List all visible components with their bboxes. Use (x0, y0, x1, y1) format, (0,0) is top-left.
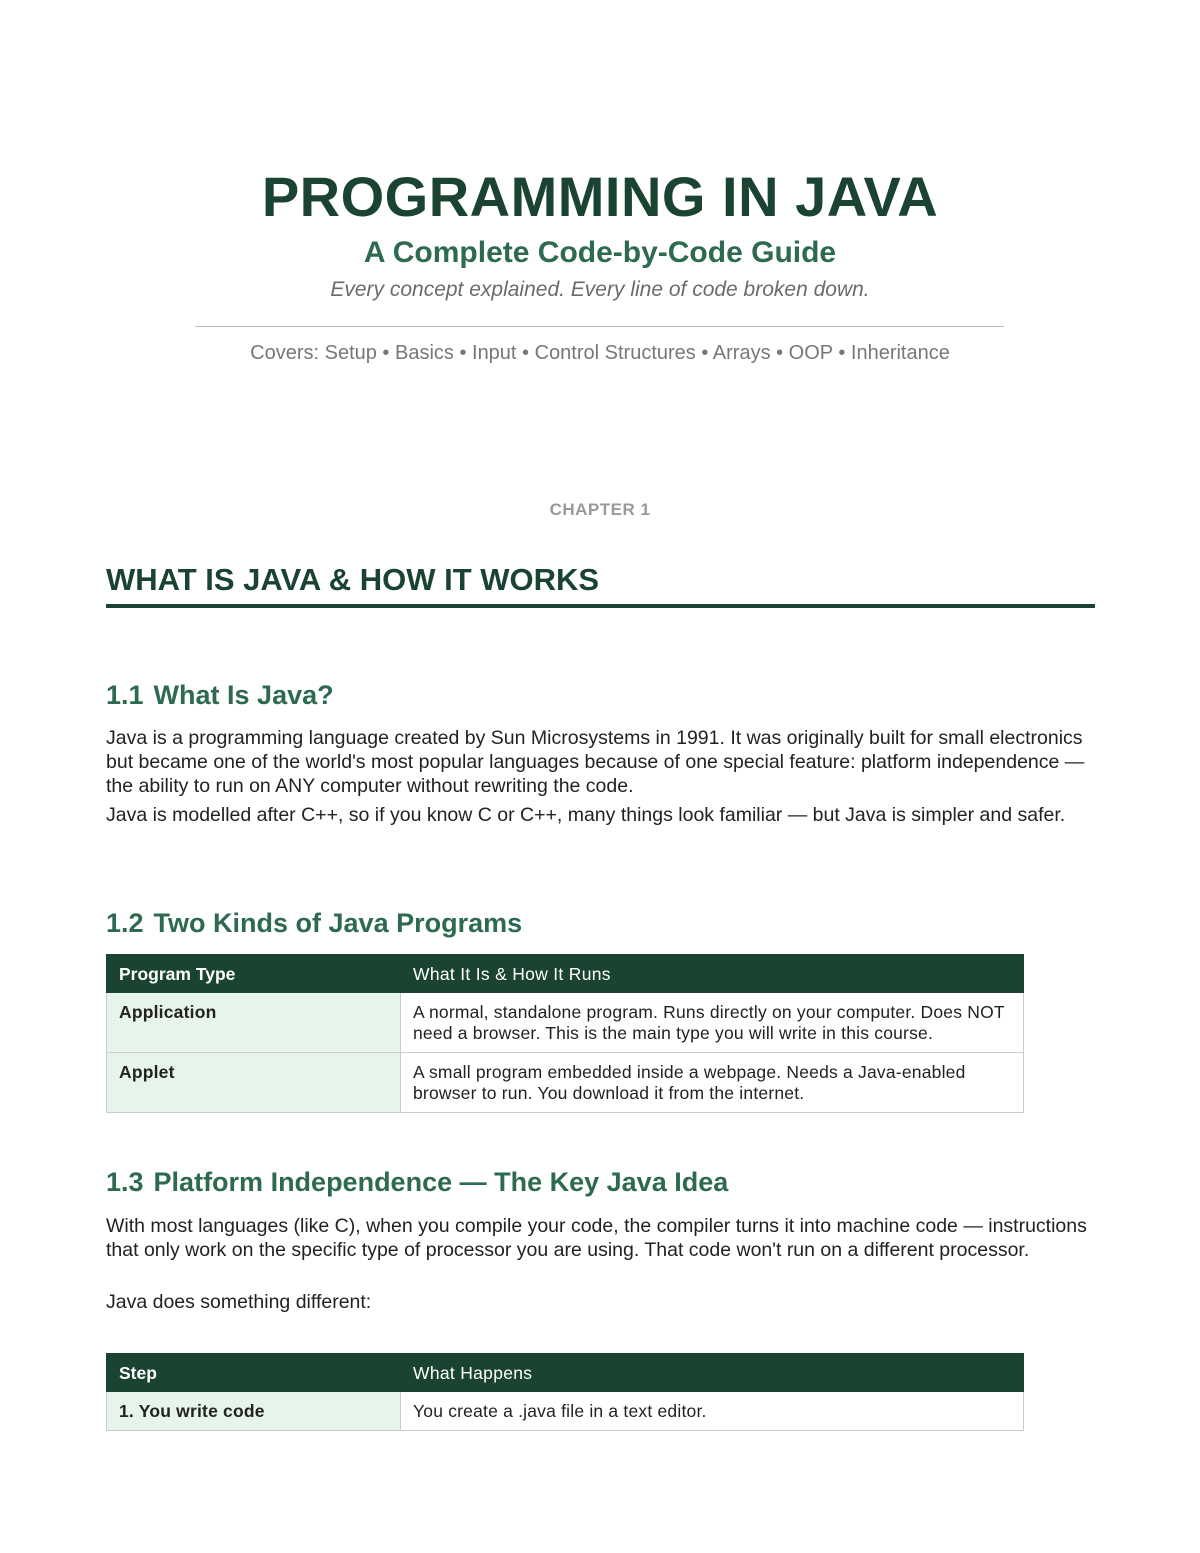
table-cell: Applet (107, 1053, 401, 1113)
section-number: 1.3 (106, 1167, 144, 1197)
chapter-title: WHAT IS JAVA & HOW IT WORKS (106, 562, 600, 597)
document-title: PROGRAMMING IN JAVA (261, 165, 939, 228)
section-heading-1-3 (106, 1167, 728, 1198)
chapter-label: CHAPTER 1 (549, 500, 651, 519)
section-number: 1.2 (106, 908, 144, 938)
paragraph: Java does something different: (106, 1291, 372, 1313)
title-divider (195, 326, 1004, 327)
table-header-cell: What Happens (401, 1354, 1024, 1392)
table-row (107, 1392, 1024, 1431)
table-header-cell: What It Is & How It Runs (401, 955, 1024, 993)
section-number: 1.1 (106, 680, 144, 710)
paragraph: With most languages (like C), when you compile your code, the compiler turns it into machine code — instructions that only work on the specific type of processor you are using. That code won't run on a different processor. (106, 1215, 1087, 1261)
document-tagline: Every concept explained. Every line of code broken down. (330, 278, 870, 301)
table-cell: You create a .java file in a text editor. (401, 1392, 1024, 1431)
document-subtitle: A Complete Code-by-Code Guide (363, 236, 837, 269)
table-row (107, 1053, 1024, 1113)
table-header-cell: Program Type (107, 955, 401, 993)
section-title: Platform Independence — The Key Java Idea (153, 1167, 729, 1197)
table-cell: A small program embedded inside a webpage. Needs a Java-enabled browser to run. You download it from the internet. (401, 1053, 1024, 1113)
paragraph: Java is a programming language created by Sun Microsystems in 1991. It was originally built for small electronics but became one of the world's most popular languages because of one special feature: platform independence — the ability to run on ANY computer without rewriting the code. (106, 727, 1085, 797)
table-cell: Application (107, 993, 401, 1053)
table-cell: 1. You write code (107, 1392, 401, 1431)
section-title: What Is Java? (153, 680, 334, 710)
section-title: Two Kinds of Java Programs (153, 908, 523, 938)
table-row (107, 993, 1024, 1053)
compile-steps-table (106, 1353, 1024, 1431)
covers-line: Covers: Setup • Basics • Input • Control Structures • Arrays • OOP • Inheritance (250, 342, 950, 364)
table-header-row (107, 1354, 1024, 1392)
section-heading-1-2 (106, 908, 522, 939)
table-cell: A normal, standalone program. Runs directly on your computer. Does NOT need a browser. This is the main type you will write in this course. (401, 993, 1024, 1053)
paragraph: Java is modelled after C++, so if you know C or C++, many things look familiar — but Java is simpler and safer. (106, 804, 1066, 826)
table-header-row (107, 955, 1024, 993)
chapter-underline (106, 604, 1095, 608)
program-types-table (106, 954, 1024, 1113)
table-header-cell: Step (107, 1354, 401, 1392)
section-heading-1-1 (106, 680, 334, 711)
